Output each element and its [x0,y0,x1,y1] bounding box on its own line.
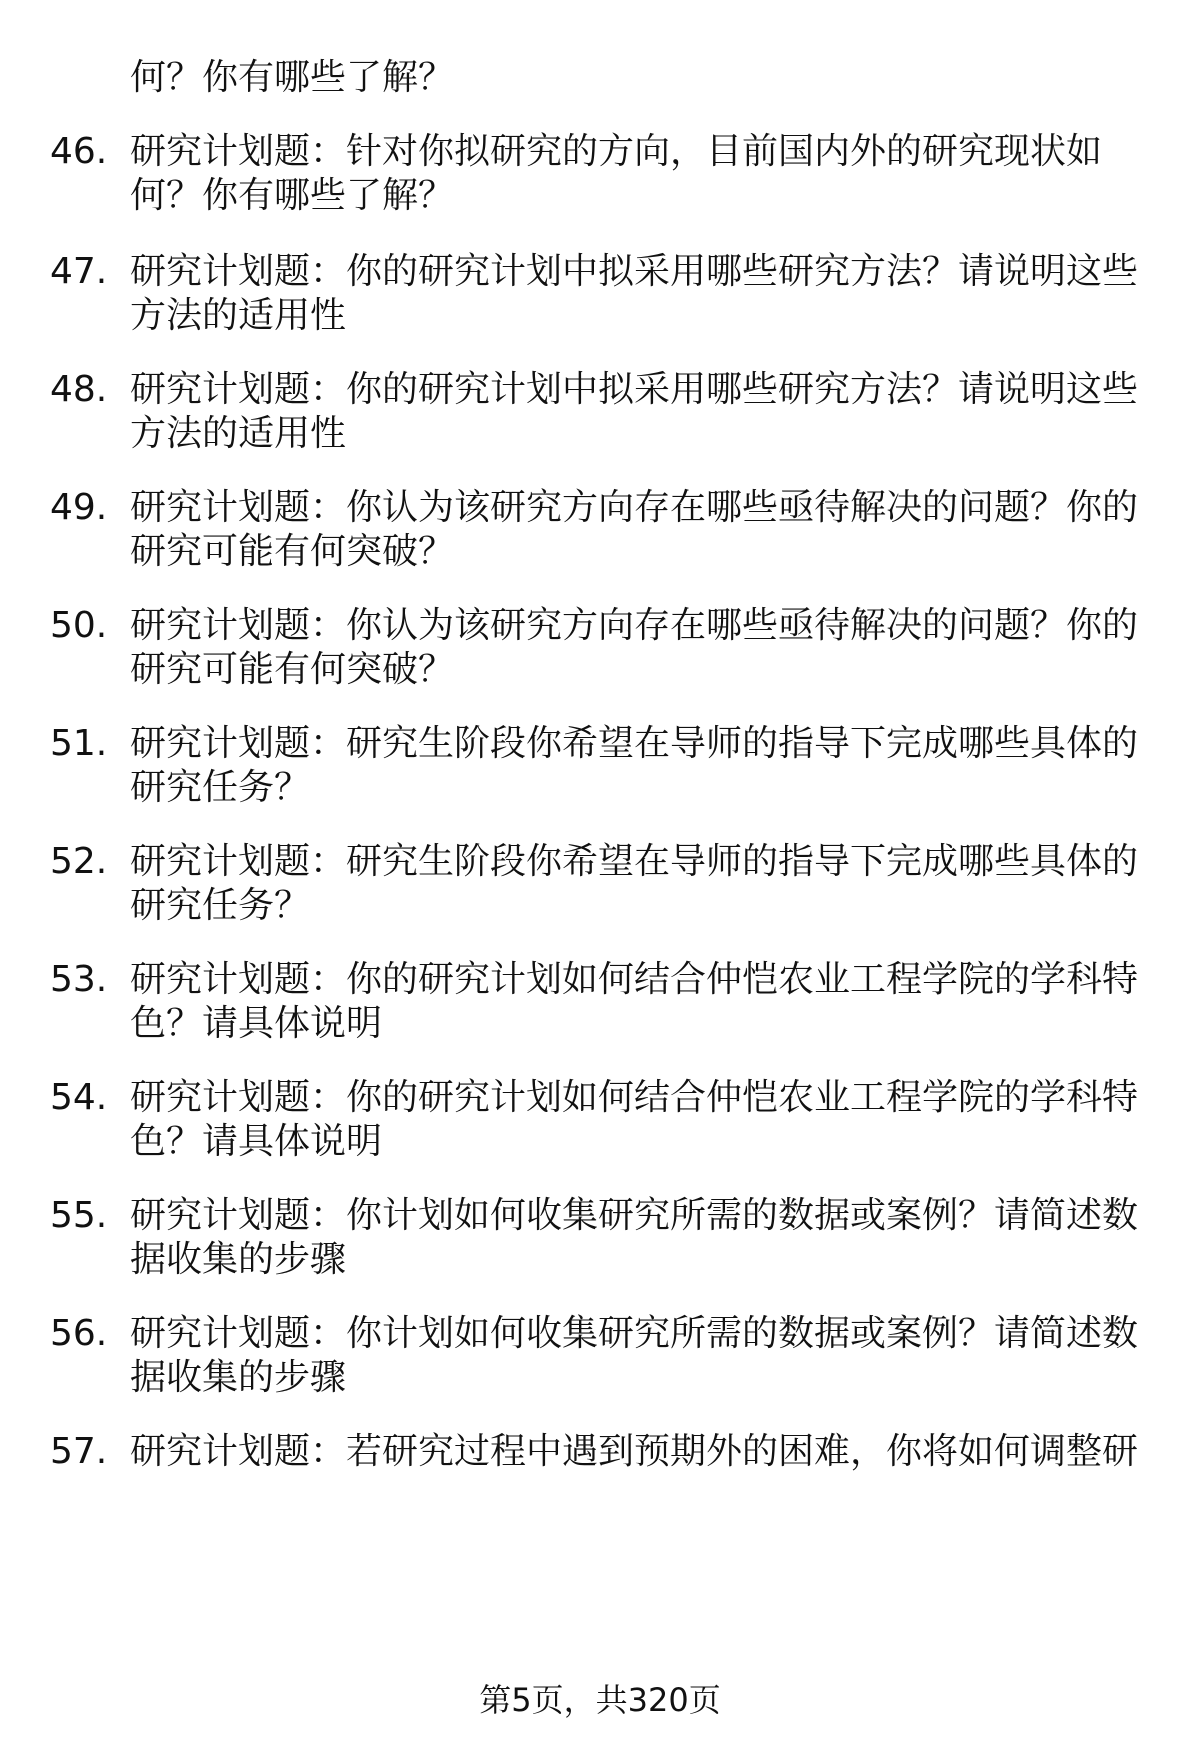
question-text-line: 研究计划题：你的研究计划中拟采用哪些研究方法？请说明这些 [130,369,1139,410]
question-text-line: 研究任务？ [130,767,311,808]
question-number: 47. [50,251,108,292]
question-text-line: 据收集的步骤 [130,1239,347,1280]
question-text-line: 研究计划题：若研究过程中遇到预期外的困难，你将如何调整研 [130,1431,1139,1472]
continuation-line: 何？你有哪些了解？ [130,57,455,98]
question-number: 56. [50,1313,108,1354]
question-text-line: 研究计划题：你认为该研究方向存在哪些亟待解决的问题？你的 [130,605,1139,646]
question-text-line: 色？请具体说明 [130,1003,383,1044]
question-text-line: 研究计划题：研究生阶段你希望在导师的指导下完成哪些具体的 [130,723,1139,764]
question-text-line: 研究可能有何突破？ [130,531,455,572]
question-text-line: 研究计划题：你认为该研究方向存在哪些亟待解决的问题？你的 [130,487,1139,528]
question-number: 51. [50,723,108,764]
question-text-line: 研究计划题：你的研究计划中拟采用哪些研究方法？请说明这些 [130,251,1139,292]
question-number: 57. [50,1431,108,1472]
question-number: 46. [50,131,108,172]
question-text-line: 何？你有哪些了解？ [130,175,455,216]
question-text-line: 方法的适用性 [130,413,347,454]
question-text-line: 研究可能有何突破？ [130,649,455,690]
question-number: 48. [50,369,108,410]
question-number: 52. [50,841,108,882]
question-number: 49. [50,487,108,528]
question-text-line: 研究计划题：你的研究计划如何结合仲恺农业工程学院的学科特 [130,959,1139,1000]
question-text-line: 研究计划题：你的研究计划如何结合仲恺农业工程学院的学科特 [130,1077,1139,1118]
page-footer: 第5页，共320页 [479,1681,721,1719]
question-text-line: 研究任务？ [130,885,311,926]
question-number: 55. [50,1195,108,1236]
question-text-line: 研究计划题：研究生阶段你希望在导师的指导下完成哪些具体的 [130,841,1139,882]
question-text-line: 研究计划题：针对你拟研究的方向，目前国内外的研究现状如 [130,131,1103,172]
question-number: 53. [50,959,108,1000]
question-number: 50. [50,605,108,646]
question-text-line: 研究计划题：你计划如何收集研究所需的数据或案例？请简述数 [130,1313,1139,1354]
question-text-line: 据收集的步骤 [130,1357,347,1398]
question-text-line: 方法的适用性 [130,295,347,336]
question-number: 54. [50,1077,108,1118]
question-text-line: 研究计划题：你计划如何收集研究所需的数据或案例？请简述数 [130,1195,1139,1236]
question-text-line: 色？请具体说明 [130,1121,383,1162]
